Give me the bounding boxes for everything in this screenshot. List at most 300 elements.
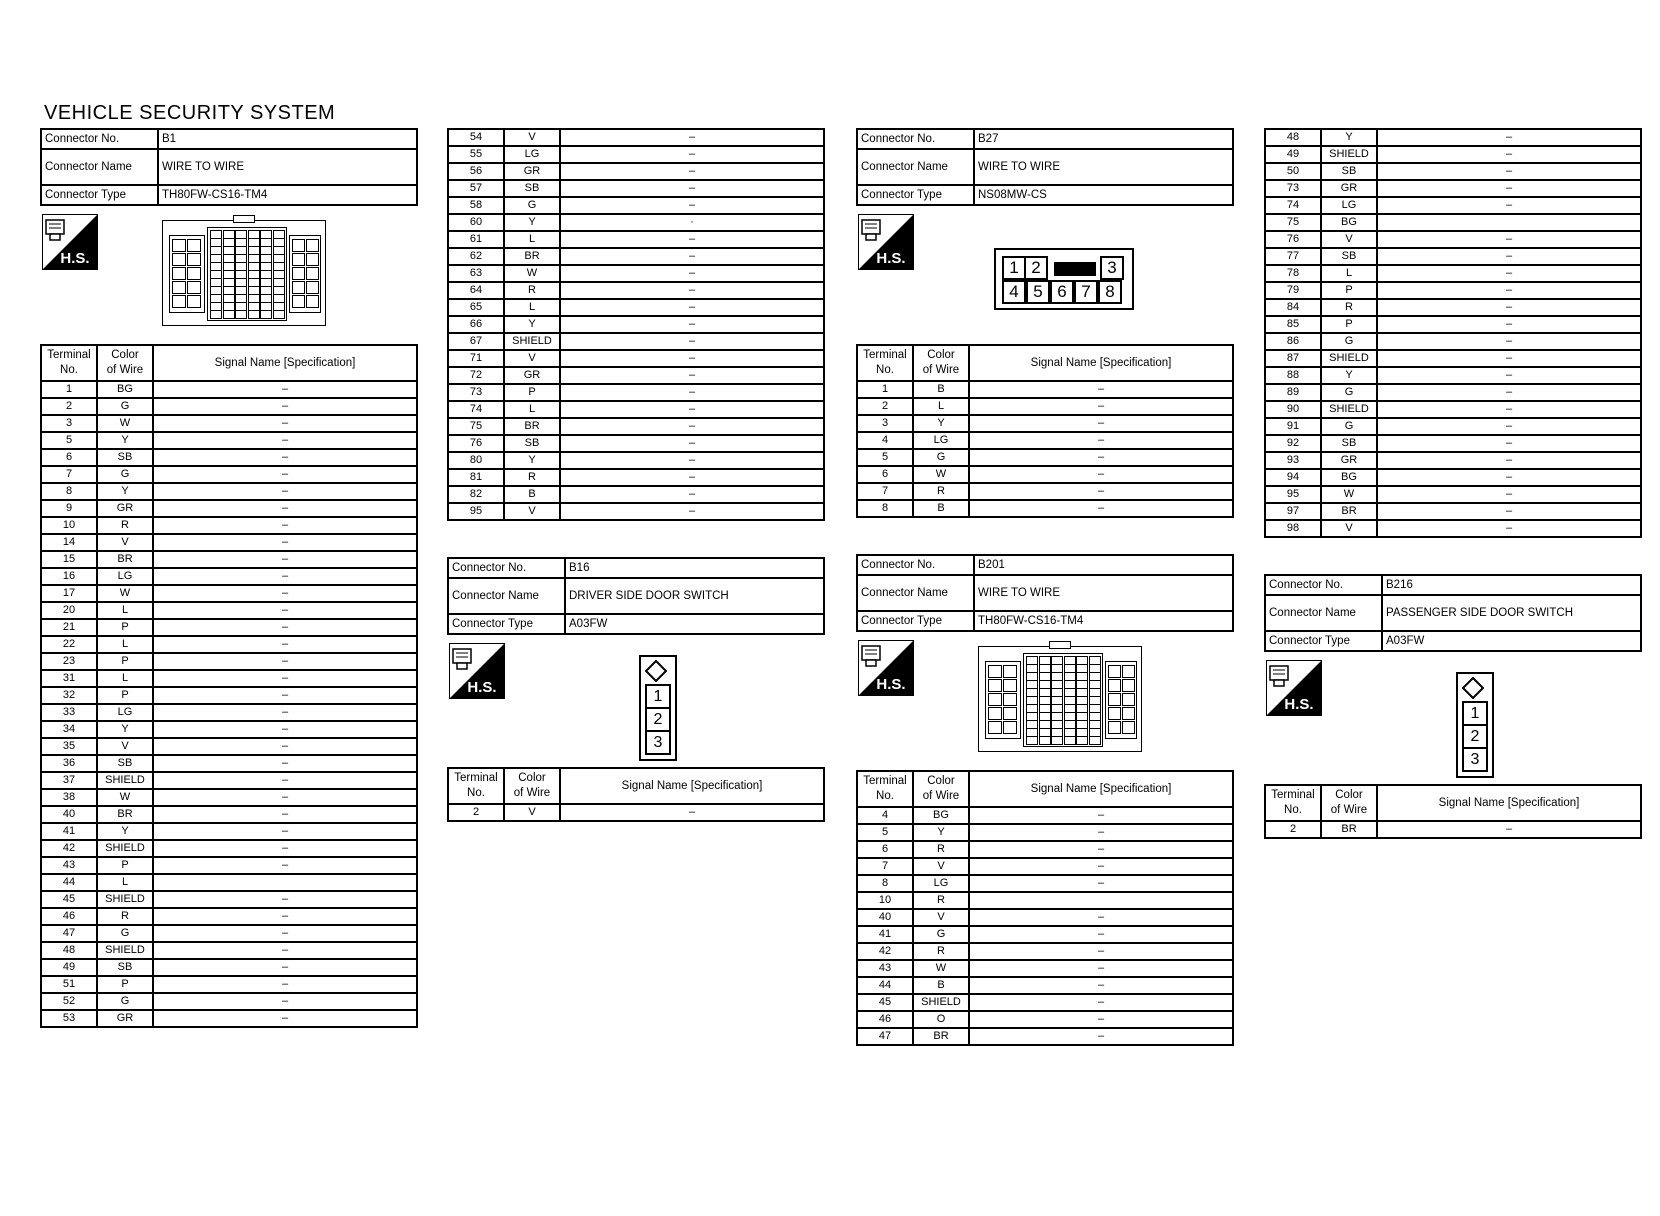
connector-housing [978, 646, 1142, 752]
table-row [448, 299, 824, 316]
wire-color-cell: W [97, 585, 153, 602]
signal-name-cell: – [560, 503, 824, 520]
wire-color-cell: R [97, 908, 153, 925]
wire-color-cell: BG [1321, 214, 1377, 231]
terminal-no-cell: 41 [857, 926, 913, 943]
connector-figure [40, 206, 418, 344]
color-of-wire-header-text: Color [518, 772, 546, 784]
terminal-no-cell: 8 [857, 875, 913, 892]
connector-cavity [1108, 665, 1121, 678]
connector-no-label: Connector No. [857, 555, 974, 575]
connector-cavity [306, 239, 319, 252]
terminal-table [1264, 784, 1642, 839]
signal-name-cell: – [969, 466, 1233, 483]
table-row [41, 857, 417, 874]
wire-color-cell: SB [97, 959, 153, 976]
wire-color-cell: G [97, 398, 153, 415]
signal-name-cell: – [153, 653, 417, 670]
hs-label: H.S. [876, 250, 906, 267]
wire-color-cell: G [97, 925, 153, 942]
wire-color-cell: BR [97, 806, 153, 823]
terminal-no-cell: 14 [41, 534, 97, 551]
table-row [857, 892, 1233, 909]
wire-color-cell: P [97, 857, 153, 874]
hs-icon [858, 214, 914, 270]
signal-name-cell: – [969, 875, 1233, 892]
terminal-no-cell: 75 [448, 418, 504, 435]
hs-label: H.S. [876, 676, 906, 693]
signal-name-cell: – [969, 398, 1233, 415]
connector-cavity [1003, 707, 1017, 720]
color-of-wire-header-text: of Wire [106, 364, 144, 376]
terminal-no-cell: 55 [448, 146, 504, 163]
table-row [1265, 129, 1641, 146]
wire-color-cell: L [913, 398, 969, 415]
hs-label: H.S. [467, 679, 497, 696]
table-row [41, 398, 417, 415]
connector-cavity [292, 239, 305, 252]
signal-name-cell: – [153, 738, 417, 755]
wire-color-cell: V [97, 534, 153, 551]
signal-name-cell: – [153, 398, 417, 415]
terminal-no-cell: 58 [448, 197, 504, 214]
table-row [1265, 418, 1641, 435]
signal-name-cell: – [969, 977, 1233, 994]
wire-color-cell: GR [504, 367, 560, 384]
signal-name-cell: – [969, 483, 1233, 500]
signal-name-cell: – [153, 721, 417, 738]
connector-cavity [988, 693, 1002, 706]
terminal-no-cell: 51 [41, 976, 97, 993]
signal-name-cell: – [560, 146, 824, 163]
signal-name-cell: – [560, 435, 824, 452]
signal-name-cell: – [153, 585, 417, 602]
connector-no-label: Connector No. [1265, 575, 1382, 595]
table-row [41, 772, 417, 789]
wire-color-cell: G [1321, 333, 1377, 350]
connector-pin: 2 [1024, 256, 1048, 280]
table-row [857, 398, 1233, 415]
wire-color-cell: G [97, 466, 153, 483]
table-row [448, 384, 824, 401]
terminal-no-header-text: No. [60, 364, 78, 376]
table-row [448, 129, 824, 146]
connector-cavity-block [1105, 661, 1137, 739]
color-of-wire-header-text: Color [927, 775, 955, 787]
wire-color-cell: SHIELD [1321, 350, 1377, 367]
terminal-no-cell: 88 [1265, 367, 1321, 384]
wire-color-cell: SB [97, 755, 153, 772]
connector-b201-block [856, 554, 1234, 1046]
terminal-no-cell: 57 [448, 180, 504, 197]
table-row [448, 418, 824, 435]
connector-cavity-block [207, 227, 287, 321]
wire-color-cell: V [1321, 520, 1377, 537]
table-row [1265, 486, 1641, 503]
signal-name-cell: – [969, 807, 1233, 824]
connector-cavity [187, 295, 201, 308]
terminal-no-header-text: No. [876, 364, 894, 376]
connector-name-value: DRIVER SIDE DOOR SWITCH [565, 578, 824, 614]
signal-name-cell: – [969, 449, 1233, 466]
signal-name-cell [153, 874, 417, 891]
connector-cavity [187, 267, 201, 280]
table-row [1265, 214, 1641, 231]
connector-cavity [248, 310, 260, 319]
signal-name-cell: – [1377, 180, 1641, 197]
terminal-no-cell: 86 [1265, 333, 1321, 350]
table-row [1265, 163, 1641, 180]
signal-name-header-text: Signal Name [Specification] [1030, 782, 1172, 795]
signal-name-cell: – [969, 415, 1233, 432]
terminal-no-cell: 54 [448, 129, 504, 146]
terminal-no-cell: 22 [41, 636, 97, 653]
signal-name-cell: – [560, 486, 824, 503]
table-row [857, 807, 1233, 824]
connector-no-value: B201 [974, 555, 1233, 575]
table-row [857, 432, 1233, 449]
table-row [1265, 146, 1641, 163]
connector-cavity [235, 310, 247, 319]
connector-cavity [187, 253, 201, 266]
wire-color-cell: BG [1321, 469, 1377, 486]
signal-name-cell: – [560, 350, 824, 367]
connector-pin: 1 [645, 684, 671, 709]
connector-pin: 8 [1098, 280, 1122, 304]
table-row [1265, 520, 1641, 537]
signal-name-cell: – [560, 452, 824, 469]
connector-cavity [988, 721, 1002, 734]
wire-color-cell: BG [913, 807, 969, 824]
signal-name-header [969, 771, 1233, 807]
color-of-wire-header [97, 345, 153, 381]
terminal-no-cell: 10 [857, 892, 913, 909]
terminal-table [447, 128, 825, 521]
terminal-no-cell: 93 [1265, 452, 1321, 469]
connector-cavity [1122, 707, 1135, 720]
wire-color-cell: G [1321, 418, 1377, 435]
table-row [1265, 384, 1641, 401]
terminal-table [1264, 128, 1642, 538]
terminal-no-cell: 74 [1265, 197, 1321, 214]
connector-b216-block [1264, 574, 1642, 839]
signal-name-cell: – [1377, 435, 1641, 452]
terminal-table-header [857, 771, 1233, 807]
table-row [1265, 367, 1641, 384]
signal-name-header [560, 768, 824, 804]
signal-name-cell: – [153, 908, 417, 925]
connector-cavity [1108, 721, 1121, 734]
signal-name-cell: – [560, 333, 824, 350]
signal-name-header [969, 345, 1233, 381]
table-row [41, 483, 417, 500]
signal-name-cell: – [560, 282, 824, 299]
signal-name-cell: – [560, 384, 824, 401]
terminal-no-cell: 42 [857, 943, 913, 960]
connector-name-label: Connector Name [448, 578, 565, 614]
terminal-table [40, 344, 418, 1028]
terminal-no-cell: 74 [448, 401, 504, 418]
terminal-no-cell: 1 [41, 381, 97, 398]
terminal-no-cell: 47 [41, 925, 97, 942]
wire-color-cell: Y [504, 316, 560, 333]
connector-cavity [210, 310, 222, 319]
signal-name-cell: – [969, 824, 1233, 841]
connector-type-label: Connector Type [41, 185, 158, 205]
wire-color-cell: SB [1321, 163, 1377, 180]
wire-color-cell: Y [504, 452, 560, 469]
signal-name-cell: – [1377, 231, 1641, 248]
wire-color-cell: Y [1321, 129, 1377, 146]
wire-color-cell: BR [913, 1028, 969, 1045]
terminal-no-header-text: No. [1284, 804, 1302, 816]
connector-cavity [988, 679, 1002, 692]
wire-color-cell: L [504, 299, 560, 316]
signal-name-cell: – [1377, 129, 1641, 146]
connector-cavity [1064, 736, 1076, 745]
table-row [1265, 299, 1641, 316]
signal-name-cell: – [560, 129, 824, 146]
table-row [448, 282, 824, 299]
hs-icon [858, 640, 914, 696]
table-row [857, 1011, 1233, 1028]
signal-name-cell: – [1377, 384, 1641, 401]
color-of-wire-header [913, 345, 969, 381]
table-row [1265, 333, 1641, 350]
connector-type-label: Connector Type [448, 614, 565, 634]
table-row [1265, 435, 1641, 452]
terminal-no-cell: 21 [41, 619, 97, 636]
signal-name-cell: – [969, 943, 1233, 960]
connector-cavity [292, 295, 305, 308]
table-row [1265, 821, 1641, 838]
signal-name-cell: – [153, 755, 417, 772]
color-of-wire-header [504, 768, 560, 804]
terminal-no-cell: 98 [1265, 520, 1321, 537]
terminal-no-cell: 2 [857, 398, 913, 415]
terminal-no-cell: 73 [1265, 180, 1321, 197]
table-row [857, 466, 1233, 483]
wire-color-cell: B [504, 486, 560, 503]
wire-color-cell: L [97, 602, 153, 619]
wire-color-cell: LG [913, 432, 969, 449]
wire-color-cell: Y [1321, 367, 1377, 384]
terminal-no-cell: 95 [448, 503, 504, 520]
connector-cavity [1003, 665, 1017, 678]
table-row [857, 875, 1233, 892]
connector-key [645, 660, 667, 682]
connector-no-value: B216 [1382, 575, 1641, 595]
signal-name-cell: – [1377, 316, 1641, 333]
terminal-no-cell: 40 [41, 806, 97, 823]
connector-info-table [40, 128, 418, 206]
connector-no-label: Connector No. [857, 129, 974, 149]
connector-name-label: Connector Name [41, 149, 158, 185]
table-row [448, 350, 824, 367]
signal-name-cell: – [153, 670, 417, 687]
connector-name-value: WIRE TO WIRE [974, 575, 1233, 611]
signal-name-header [153, 345, 417, 381]
wire-color-cell: L [97, 636, 153, 653]
signal-name-cell: – [153, 568, 417, 585]
wire-color-cell: Y [97, 721, 153, 738]
terminal-no-cell: 64 [448, 282, 504, 299]
connector-info-table [856, 554, 1234, 632]
signal-name-cell: – [153, 432, 417, 449]
table-row [41, 568, 417, 585]
color-of-wire-header-text: of Wire [922, 364, 960, 376]
table-row [41, 908, 417, 925]
signal-name-cell: – [153, 772, 417, 789]
wire-color-cell: V [504, 350, 560, 367]
signal-name-cell: – [1377, 333, 1641, 350]
signal-name-cell: – [1377, 503, 1641, 520]
connector-cavity [1122, 665, 1135, 678]
wire-color-cell: SHIELD [504, 333, 560, 350]
table-row [448, 214, 824, 231]
connector-figure [856, 632, 1234, 770]
terminal-no-header-text: Terminal [863, 349, 907, 361]
terminal-no-cell: 3 [41, 415, 97, 432]
wire-color-cell: G [913, 449, 969, 466]
table-row [448, 248, 824, 265]
signal-name-cell: – [969, 841, 1233, 858]
terminal-no-cell: 2 [1265, 821, 1321, 838]
connector-name-label: Connector Name [1265, 595, 1382, 631]
wire-color-cell: Y [913, 824, 969, 841]
table-row [41, 517, 417, 534]
signal-name-cell: – [153, 857, 417, 874]
table-row [41, 891, 417, 908]
terminal-no-cell: 2 [41, 398, 97, 415]
terminal-table-header [448, 768, 824, 804]
terminal-no-header [41, 345, 97, 381]
terminal-table [856, 344, 1234, 518]
terminal-no-cell: 23 [41, 653, 97, 670]
table-row [1265, 180, 1641, 197]
connector-key [1462, 677, 1484, 699]
table-row [1265, 503, 1641, 520]
table-row [41, 466, 417, 483]
wire-color-cell: Y [913, 415, 969, 432]
signal-name-cell: – [1377, 163, 1641, 180]
connector-name-label: Connector Name [857, 575, 974, 611]
table-row [41, 670, 417, 687]
table-row [448, 367, 824, 384]
table-row [857, 994, 1233, 1011]
connector-face-diagram [994, 248, 1132, 308]
signal-name-cell: – [153, 551, 417, 568]
signal-name-cell: – [560, 265, 824, 282]
terminal-no-header-text: No. [876, 790, 894, 802]
terminal-no-cell: 97 [1265, 503, 1321, 520]
signal-name-cell: – [969, 1011, 1233, 1028]
connector-name-value: WIRE TO WIRE [974, 149, 1233, 185]
table-row [857, 858, 1233, 875]
signal-name-cell: – [1377, 350, 1641, 367]
wire-color-cell: R [97, 517, 153, 534]
connector-pin: 6 [1050, 280, 1074, 304]
connector-no-value: B27 [974, 129, 1233, 149]
terminal-no-cell: 77 [1265, 248, 1321, 265]
hs-label: H.S. [60, 250, 90, 267]
connector-type-value: TH80FW-CS16-TM4 [974, 611, 1233, 631]
terminal-no-cell: 94 [1265, 469, 1321, 486]
connector-cavity [1122, 721, 1135, 734]
signal-name-cell: – [153, 942, 417, 959]
connector-latch [233, 215, 255, 223]
terminal-no-header-text: No. [467, 787, 485, 799]
signal-name-cell: – [153, 381, 417, 398]
table-row [448, 486, 824, 503]
terminal-no-cell: 6 [41, 449, 97, 466]
terminal-no-cell: 8 [857, 500, 913, 517]
hs-icon [42, 214, 98, 270]
wire-color-cell: SHIELD [97, 840, 153, 857]
terminal-no-header [448, 768, 504, 804]
color-of-wire-header-text: of Wire [513, 787, 551, 799]
color-of-wire-header-text: of Wire [922, 790, 960, 802]
terminal-no-cell: 7 [857, 483, 913, 500]
wire-color-cell: L [97, 670, 153, 687]
color-of-wire-header [913, 771, 969, 807]
connector-cavity [292, 281, 305, 294]
wire-color-cell: W [504, 265, 560, 282]
table-row [1265, 265, 1641, 282]
terminal-no-cell: 60 [448, 214, 504, 231]
terminal-no-cell: 56 [448, 163, 504, 180]
wire-color-cell: LG [1321, 197, 1377, 214]
terminal-no-cell: 46 [41, 908, 97, 925]
terminal-no-cell: 9 [41, 500, 97, 517]
connector-cavity [1089, 736, 1101, 745]
connector-face-diagram [162, 220, 326, 326]
wire-color-cell: R [913, 943, 969, 960]
signal-name-header-text: Signal Name [Specification] [1030, 356, 1172, 369]
table-row [41, 636, 417, 653]
signal-name-cell: – [153, 840, 417, 857]
connector-b27-block [856, 128, 1234, 1046]
wire-color-cell: LG [97, 568, 153, 585]
wire-color-cell: BR [1321, 821, 1377, 838]
connector-no-label: Connector No. [448, 558, 565, 578]
signal-name-cell: – [1377, 401, 1641, 418]
terminal-no-cell: 87 [1265, 350, 1321, 367]
table-row [1265, 401, 1641, 418]
connector-cavity [306, 253, 319, 266]
terminal-no-cell: 37 [41, 772, 97, 789]
connector-pin: 2 [645, 707, 671, 732]
signal-name-header-text: Signal Name [Specification] [214, 356, 356, 369]
terminal-no-cell: 38 [41, 789, 97, 806]
table-row [41, 942, 417, 959]
connector-cavity-block [1023, 653, 1103, 747]
table-row [857, 500, 1233, 517]
connector-cavity [1026, 736, 1038, 745]
wire-color-cell: Y [97, 483, 153, 500]
wire-color-cell: LG [504, 146, 560, 163]
connector-b201-continued-block [1264, 128, 1642, 839]
connector-housing [994, 248, 1134, 310]
wire-color-cell: P [1321, 316, 1377, 333]
wire-color-cell: R [913, 892, 969, 909]
connector-no-label: Connector No. [41, 129, 158, 149]
terminal-no-header-text: Terminal [1271, 789, 1315, 801]
terminal-no-cell: 6 [857, 466, 913, 483]
table-row [448, 401, 824, 418]
connector-figure [447, 635, 825, 767]
connector-type-label: Connector Type [1265, 631, 1382, 651]
